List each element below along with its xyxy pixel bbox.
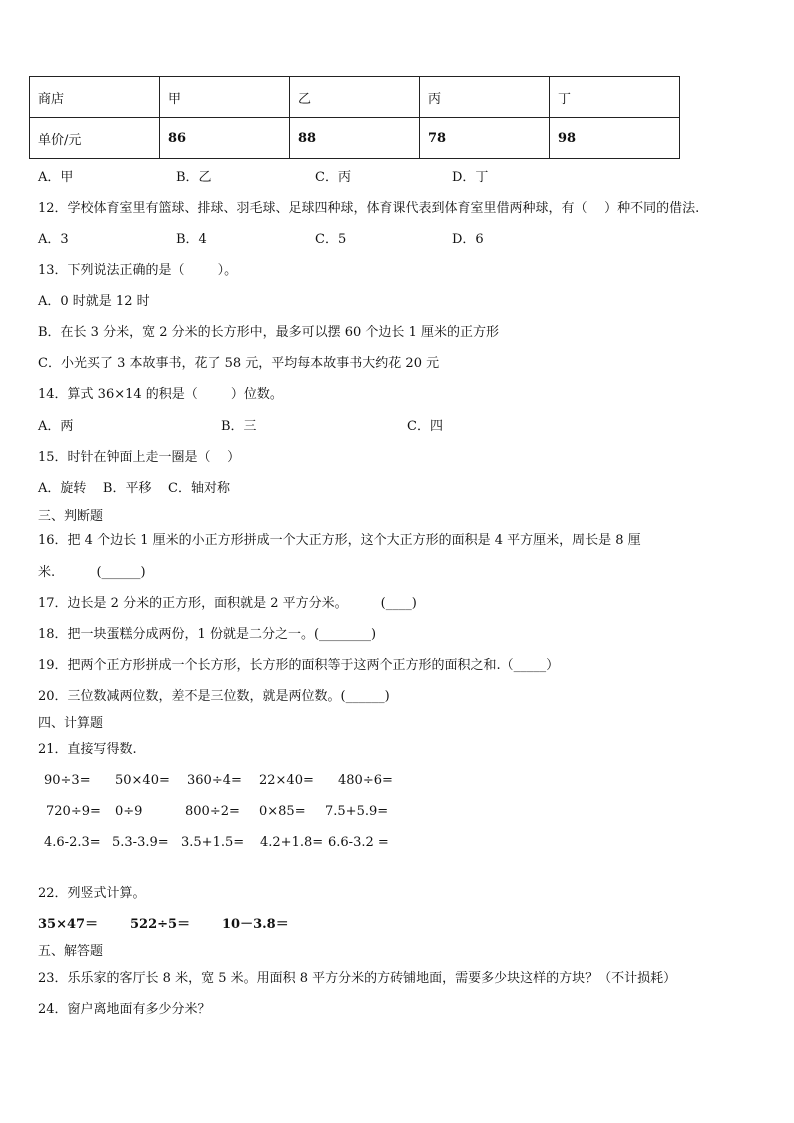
table-cell: 单价/元	[30, 118, 160, 159]
q20: 20．三位数减两位数，差不是三位数，就是两位数。(______)	[38, 689, 390, 704]
calc-item: 7.5+5.9=	[325, 804, 389, 819]
table-cell: 78	[420, 118, 550, 159]
q13-option-c: C．小光买了 3 本故事书，花了 58 元，平均每本故事书大约花 20 元	[38, 356, 440, 371]
table-row	[30, 77, 680, 118]
table-cell: 88	[290, 118, 420, 159]
calc-item: 5.3-3.9=	[112, 835, 169, 850]
table-cell: 丙	[420, 77, 550, 118]
calc-item: 10－3.8＝	[222, 917, 289, 932]
q12-stem: 12．学校体育室里有篮球、排球、羽毛球、足球四种球，体育课代表到体育室里借两种球，有（ ）种不同的借法.	[38, 201, 700, 216]
q12-option-c: C．5	[315, 232, 347, 247]
q21-stem: 21．直接写得数.	[38, 742, 137, 757]
q11-option-a: A．甲	[38, 170, 74, 185]
section-heading: 四、计算题	[38, 716, 104, 731]
q16-line2: 米. (______)	[38, 565, 146, 580]
q12-option-b: B．4	[176, 232, 207, 247]
table-row	[30, 118, 680, 159]
calc-item: 90÷3=	[44, 773, 91, 788]
q18: 18．把一块蛋糕分成两份，1 份就是二分之一。(________)	[38, 627, 377, 642]
calc-item: 0×85=	[259, 804, 306, 819]
calc-item: 6.6-3.2 =	[328, 835, 389, 850]
q12-option-d: D．6	[452, 232, 484, 247]
q13-option-b: B．在长 3 分米，宽 2 分米的长方形中，最多可以摆 60 个边长 1 厘米的正方形	[38, 325, 499, 340]
calc-item: 522÷5＝	[130, 917, 191, 932]
q12-option-a: A．3	[38, 232, 69, 247]
calc-item: 4.2+1.8=	[260, 835, 324, 850]
calc-item: 800÷2=	[185, 804, 240, 819]
table-cell: 乙	[290, 77, 420, 118]
table-cell: 甲	[160, 77, 290, 118]
q22-stem: 22．列竖式计算。	[38, 886, 146, 901]
section-heading: 三、判断题	[38, 509, 104, 524]
q14-stem: 14．算式 36×14 的积是（ ）位数。	[38, 387, 283, 402]
q23: 23．乐乐家的客厅长 8 米，宽 5 米。用面积 8 平方分米的方砖铺地面，需要多少块这样的方块？（不计损耗）	[38, 971, 677, 986]
table-cell: 86	[160, 118, 290, 159]
calc-item: 0÷9	[115, 804, 143, 819]
q16-line1: 16．把 4 个边长 1 厘米的小正方形拼成一个大正方形，这个大正方形的面积是 4 平方厘米，周长是 8 厘	[38, 533, 641, 548]
q24: 24．窗户离地面有多少分米？	[38, 1002, 211, 1017]
q19: 19．把两个正方形拼成一个长方形，长方形的面积等于这两个正方形的面积之和.（_____）	[38, 658, 560, 673]
calc-item: 720÷9=	[46, 804, 101, 819]
calc-item: 3.5+1.5=	[181, 835, 245, 850]
q11-option-b: B．乙	[176, 170, 212, 185]
q14-option-a: A．两	[38, 419, 74, 434]
q15-stem: 15．时针在钟面上走一圈是（ ）	[38, 450, 241, 465]
calc-item: 360÷4=	[187, 773, 242, 788]
section-heading: 五、解答题	[38, 944, 104, 959]
q13-option-a: A．0 时就是 12 时	[38, 294, 150, 309]
q14-option-b: B．三	[221, 419, 257, 434]
q11-option-c: C．丙	[315, 170, 351, 185]
q14-option-c: C．四	[407, 419, 443, 434]
calc-item: 50×40=	[115, 773, 170, 788]
calc-item: 480÷6=	[338, 773, 393, 788]
table-cell: 丁	[550, 77, 680, 118]
table-cell: 98	[550, 118, 680, 159]
q13-stem: 13．下列说法正确的是（ ）。	[38, 263, 238, 278]
price-table	[29, 76, 680, 159]
q15-options: A．旋转 B．平移 C．轴对称	[38, 481, 230, 496]
calc-item: 35×47＝	[38, 917, 99, 932]
calc-item: 22×40=	[259, 773, 314, 788]
table-cell: 商店	[30, 77, 160, 118]
q11-option-d: D．丁	[452, 170, 489, 185]
calc-item: 4.6-2.3=	[44, 835, 101, 850]
q17: 17．边长是 2 分米的正方形，面积就是 2 平方分米。 (____)	[38, 596, 417, 611]
